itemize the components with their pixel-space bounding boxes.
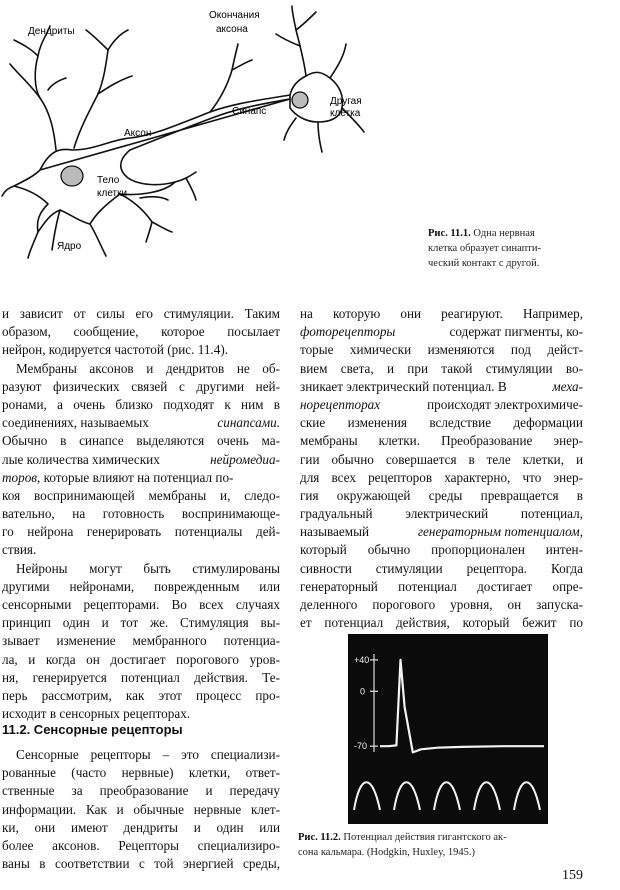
text-line: Сенсорные рецепторы – это специализи- [16,747,280,762]
text-line: мембраны клетки. Преобразование энер- [300,433,583,449]
text-line: информации. Как и обычные нервные клет- [2,801,280,817]
y-tick-label: -70 [354,741,368,752]
text-line: го нейрона генерировать потенциалы дей- [2,524,280,540]
figure-11-2-caption [298,830,588,860]
label-cell-body-2: клетки [97,188,128,199]
label-synapse: Синапс [232,106,267,117]
text-fragment: соединениях, называемых [2,415,149,431]
label-cell-body-1: Тело [97,175,120,186]
time-marker-trace [354,782,540,810]
figure-11-2-number: Рис. 11.2. [298,832,341,843]
figure-11-2-caption-line1: Потенциал действия гигантского ак- [343,832,507,843]
action-potential-chart [348,634,548,824]
term-mechanoreceptors-end: норецепторах [300,396,381,412]
text-line: ла, и когда он достигает порогового уров- [2,651,280,667]
text-line: нейрон, кодируется частотой (рис. 11.4). [2,342,229,358]
label-axon-terminals-1: Окончания [209,10,260,21]
text-line: гия окружающей среды превращается в [300,487,583,503]
text-line: гии обычно совершается в теле клетки, и [300,451,583,467]
text-fragment: происходят электрохимиче- [427,396,583,412]
y-tick-label: +40 [354,654,370,665]
text-line: более аксонов. Рецепторы специализиро- [2,837,280,853]
text-line: исходит в сенсорных рецепторах. [2,706,191,722]
oscilloscope-figure [348,634,548,824]
text-line [300,396,583,414]
text-line: ня, генерируется потенциал действия. Те- [2,669,280,685]
label-axon: Аксон [124,128,152,139]
left-column-section [2,746,280,873]
text-fragment: , которые влияют на потенциал по- [37,469,234,485]
text-fragment: называемый [300,524,370,540]
text-fragment: лые количества химических [2,451,160,467]
label-nucleus: Ядро [57,241,82,252]
text-line: образом, сообщение, которое посылает [2,324,280,340]
neuron-illustration [0,0,420,290]
label-other-cell-2: клетка [330,108,361,119]
text-line: генераторный потенциал достигает опре- [300,578,583,594]
right-column [300,305,583,632]
text-line: коя воспринимающей мембраны и, следо- [2,487,280,503]
text-line [2,469,280,487]
section-heading: 11.2. Сенсорные рецепторы [2,722,183,737]
text-line [2,451,280,469]
text-line [2,414,280,432]
action-potential-trace [380,660,544,753]
figure-11-1-caption-line2: клетка образует синапти- [428,243,541,254]
text-line: зывает изменение мембранного потенциа- [2,633,280,649]
figure-11-1-caption-line1: Одна нервная [473,228,535,239]
text-line: ственные за преобразование и передачу [2,783,280,799]
text-line: и зависит от силы его стимуляции. Таким [2,306,280,321]
text-line: который обычно пропорционален интен- [300,542,583,558]
text-line: на которую они реагируют. Например, [300,306,583,321]
term-neurotransmitters: нейромедиа- [210,451,280,467]
label-other-cell-1: Другая [330,96,362,107]
term-photoreceptors: фоторецепторы [300,324,396,340]
text-line: градуальный электрический потенциал, [300,506,583,522]
left-column [2,305,280,723]
figure-11-1-caption [428,226,600,271]
term-mechanoreceptors: меха- [552,378,583,394]
term-generator-potential: генераторным потенциалом [417,524,580,540]
text-line: перь рассмотрим, как этот процесс про- [2,687,280,703]
text-line: ствия. [2,542,37,558]
text-line: ские изменения вследствие деформации [300,415,583,431]
text-line: ки, они имеют дендриты и один или [2,819,280,835]
text-line: другими нейронами, поврежденным или [2,578,280,594]
text-line: торые химически изменяются под дейст- [300,342,583,358]
text-line: Обычно в синапсе выделяются очень ма- [2,433,280,449]
text-line: ет потенциал действия, который бежит по [300,615,583,631]
text-line [300,378,583,396]
text-line [300,523,583,541]
page-number: 159 [562,868,583,883]
y-tick-label: 0 [360,686,366,697]
text-line: для всех рецепторов характерно, что энер- [300,469,583,485]
term-neurotransmitters-end: торов [2,469,38,485]
figure-11-1-number: Рис. 11.1. [428,228,471,239]
text-line: сенсорными рецепторами. Во всех случаях [2,597,280,612]
text-line: вием света, и при такой стимуляции во- [300,360,583,376]
text-line: ваны в соответствии с той энергией среды, [2,856,280,872]
figure-11-2-caption-line2: сона кальмара. (Hodgkin, Huxley, 1945.) [298,847,476,858]
text-line: разуют физических связей с другими ней- [2,378,280,394]
text-fragment: содержат пигменты, ко- [449,324,583,340]
term-synapses: синапсами. [217,415,280,431]
text-line: сивности стимуляции рецептора. Когда [300,560,583,576]
text-line: принцип один и тот же. Стимуляция вы- [2,615,280,631]
text-line: деленного порогового уровня, он запуска- [300,597,583,612]
text-line: вательно, на готовность воспринимающе- [2,506,280,522]
text-line: ронами, а очень близко подходят к ним в [2,396,280,412]
text-line: Мембраны аксонов и дендритов не об- [16,360,280,376]
label-axon-terminals-2: аксона [216,24,248,35]
text-line [300,323,583,341]
text-line: Нейроны могут быть стимулированы [16,560,280,576]
label-dendrites: Дендриты [28,26,75,37]
text-line: рованные (часто нервные) клетки, ответ- [2,765,280,781]
text-fragment: , [579,524,583,540]
text-fragment: зникает электрический потенциал. В [300,378,507,394]
figure-11-1-caption-line3: ческий контакт с другой. [428,258,540,269]
